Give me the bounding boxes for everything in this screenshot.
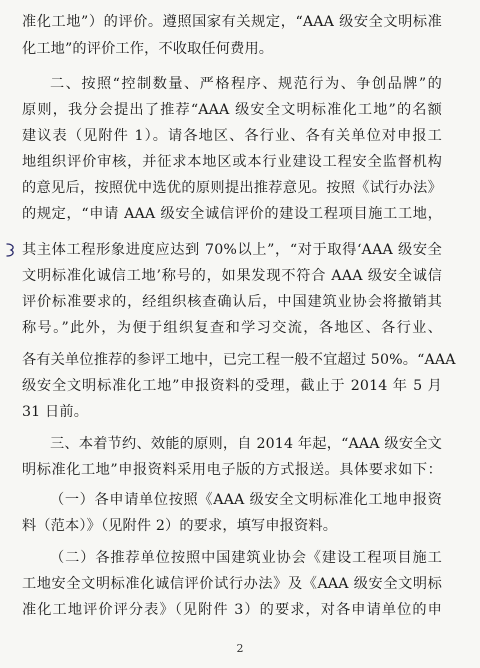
paragraph-line: （一）各申请单位按照《AAA 级安全文明标准化工地申报资	[50, 492, 442, 508]
body-text-line: 化工地”的评价工作，不收取任何费用。	[22, 41, 274, 57]
pen-mark-icon	[3, 241, 19, 259]
body-text-line: 的意见后，按照优中选优的原则提出推荐意见。按照《试行办法》	[22, 180, 442, 196]
body-text-line: 建议表（见附件 1）。请各地区、各行业、各有关单位对申报工	[22, 128, 442, 144]
paragraph-line: 二、按照“控制数量、严格程序、规范行为、争创品牌”的	[50, 76, 442, 92]
paragraph-line: （二）各推荐单位按照中国建筑业协会《建设工程项目施工	[50, 550, 442, 566]
body-text-line: 地组织评价审核，并征求本地区或本行业建设工程安全监督机构	[22, 154, 442, 170]
body-text-line: 准化工地”）的评价。遵照国家有关规定，“AAA 级安全文明标准	[22, 14, 442, 30]
body-text-line: 明标准化工地”申报资料采用电子版的方式报送。具体要求如下：	[22, 462, 442, 478]
body-text-line: 准化工地评价评分表》（见附件 3）的要求，对各申请单位的申	[22, 602, 442, 618]
body-text-line: 各有关单位推荐的参评工地中，已完工程一般不宜超过 50%。“AAA	[22, 352, 456, 368]
body-text-line: 其主体工程形象进度应达到 70%以上”，“对于取得‘AAA 级安全	[22, 242, 442, 258]
paragraph-line: 三、本着节约、效能的原则，自 2014 年起，“AAA 级安全文	[50, 436, 442, 452]
body-text-line: 级安全文明标准化工地”申报资料的受理，截止于 2014 年 5 月	[22, 378, 442, 394]
page-number: 2	[236, 642, 244, 655]
body-text-line: 称号。”此外，为便于组织复查和学习交流，各地区、各行业、	[22, 320, 442, 336]
body-text-line: 的规定，“申请 AAA 级安全诚信评价的建设工程项目施工工地，	[22, 206, 442, 222]
body-text-line: 料（范本）》（见附件 2）的要求，填写申报资料。	[22, 518, 338, 534]
body-text-line: 31 日前。	[22, 404, 89, 420]
body-text-line: 文明标准化诚信工地’称号的，如果发现不符合 AAA 级安全诚信	[22, 268, 442, 284]
body-text-line: 原则，我分会提出了推荐“AAA 级安全文明标准化工地”的名额	[22, 102, 442, 118]
body-text-line: 工地安全文明标准化诚信评价试行办法》及《AAA 级安全文明标	[22, 576, 442, 592]
body-text-line: 评价标准要求的，经组织核查确认后，中国建筑业协会将撤销其	[22, 294, 442, 310]
